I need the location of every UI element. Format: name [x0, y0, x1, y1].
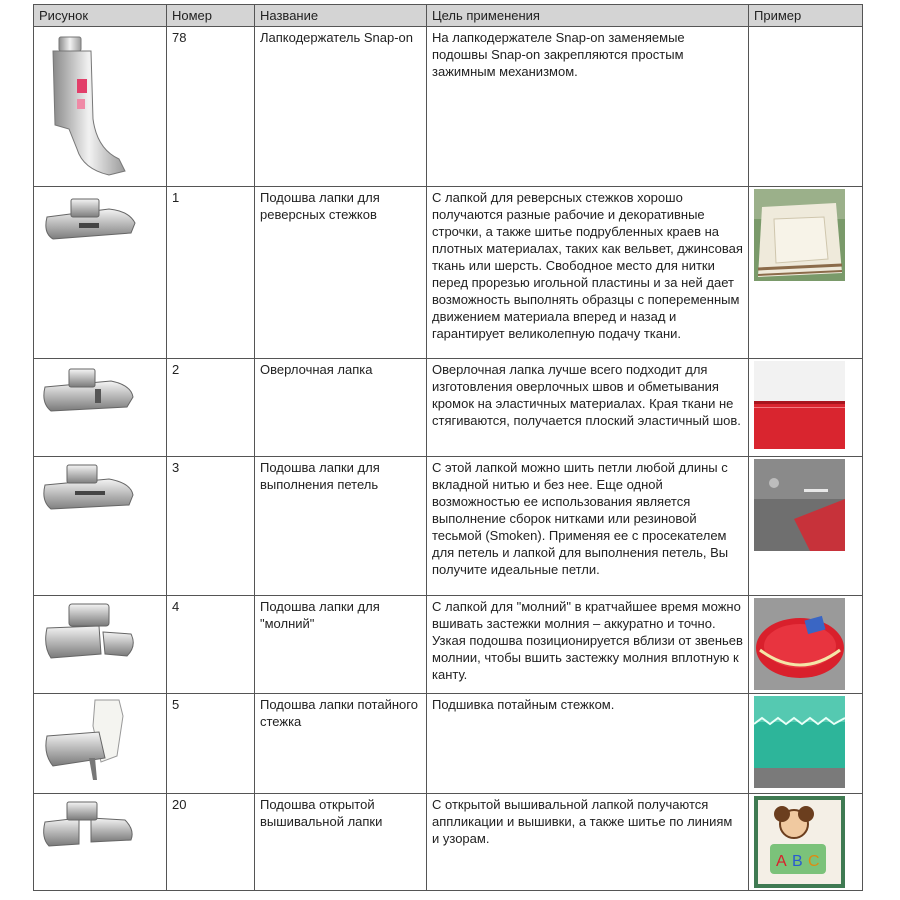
header-example: Пример — [749, 5, 863, 27]
example-cell — [749, 359, 863, 457]
number-cell: 5 — [167, 694, 255, 794]
header-purpose: Цель применения — [427, 5, 749, 27]
purpose-cell: С этой лапкой можно шить петли любой длины с вкладной нитью и без нее. Еще одной возможностью ее использования является выполнение сборок нитками или резиновой тесьмой (Smoken). Применяя ее с просекателем для петель и лапкой для выполнения петель, Вы получите идеальные петли. — [427, 457, 749, 596]
header-name: Название — [255, 5, 427, 27]
example-cell — [749, 794, 863, 891]
name-cell: Оверлочная лапка — [255, 359, 427, 457]
header-number: Номер — [167, 5, 255, 27]
buttonhole-fabric-photo — [754, 459, 845, 551]
example-cell — [749, 457, 863, 596]
table-row — [34, 596, 863, 694]
table-row — [34, 187, 863, 359]
number-cell: 2 — [167, 359, 255, 457]
purpose-cell: Подшивка потайным стежком. — [427, 694, 749, 794]
blind-stitch-foot-icon — [39, 696, 161, 786]
applique-letter-b: B — [792, 853, 803, 870]
picture-cell — [34, 794, 167, 891]
buttonhole-foot-icon — [39, 459, 161, 519]
purpose-cell: С лапкой для реверсных стежков хорошо получаются разные рабочие и декоративные строчки, а также шитье подрубленных краев на плотных материалах, таких как вельвет, джинсовая ткань или шерсть. Свободное место для нитки перед прорезью игольной пластины и за ней дает возможность выполнять образцы с попеременным движением материала вперед и назад и гарантирует великолепную подачу ткани. — [427, 187, 749, 359]
zipper-bag-photo — [754, 598, 845, 690]
purpose-cell: На лапкодержателе Snap-on заменяемые подошвы Snap-on закрепляются простым зажимным механизмом. — [427, 27, 749, 187]
example-cell — [749, 694, 863, 794]
number-cell: 4 — [167, 596, 255, 694]
applique-letter-a: A — [776, 853, 787, 870]
example-cell — [749, 187, 863, 359]
number-cell: 78 — [167, 27, 255, 187]
picture-cell — [34, 27, 167, 187]
zipper-foot-icon — [39, 598, 161, 668]
name-cell: Подошва лапки для реверсных стежков — [255, 187, 427, 359]
example-cell — [749, 27, 863, 187]
overlock-fabric-photo — [754, 361, 845, 449]
name-cell: Подошва лапки для выполнения петель — [255, 457, 427, 596]
picture-cell — [34, 596, 167, 694]
overlock-foot-icon — [39, 361, 161, 421]
header-row — [34, 5, 863, 27]
picture-cell — [34, 359, 167, 457]
name-cell: Подошва открытой вышивальной лапки — [255, 794, 427, 891]
picture-cell — [34, 457, 167, 596]
number-cell: 1 — [167, 187, 255, 359]
table-row — [34, 359, 863, 457]
name-cell: Лапкодержатель Snap-on — [255, 27, 427, 187]
purpose-cell: С лапкой для "молний" в кратчайшее время можно вшивать застежки молния – аккуратно и точно. Узкая подошва позиционируется вблизи от звеньев молнии, чтобы вшить застежку молния вплотную к канту. — [427, 596, 749, 694]
embroidery-applique-photo — [754, 796, 845, 888]
name-cell: Подошва лапки для "молний" — [255, 596, 427, 694]
purpose-cell: С открытой вышивальной лапкой получаются аппликации и вышивки, а также шитье по линиям и узорам. — [427, 794, 749, 891]
name-cell: Подошва лапки потайного стежка — [255, 694, 427, 794]
applique-letter-c: C — [808, 853, 820, 870]
table-row — [34, 457, 863, 596]
reverse-stitch-foot-icon — [39, 189, 161, 249]
number-cell: 20 — [167, 794, 255, 891]
header-picture: Рисунок — [34, 5, 167, 27]
picture-cell — [34, 187, 167, 359]
example-cell — [749, 596, 863, 694]
table-row — [34, 27, 863, 187]
table-row — [34, 694, 863, 794]
blind-hem-fabric-photo — [754, 696, 845, 788]
snap-on-holder-icon — [39, 29, 161, 179]
number-cell: 3 — [167, 457, 255, 596]
open-embroidery-foot-icon — [39, 796, 161, 856]
table-row — [34, 794, 863, 891]
apron-skirt-photo — [754, 189, 845, 281]
purpose-cell: Оверлочная лапка лучше всего подходит для изготовления оверлочных швов и обметывания кромок на эластичных материалах. Края ткани не стягиваются, получается плоский эластичный шов. — [427, 359, 749, 457]
presser-feet-table — [33, 4, 863, 891]
picture-cell — [34, 694, 167, 794]
